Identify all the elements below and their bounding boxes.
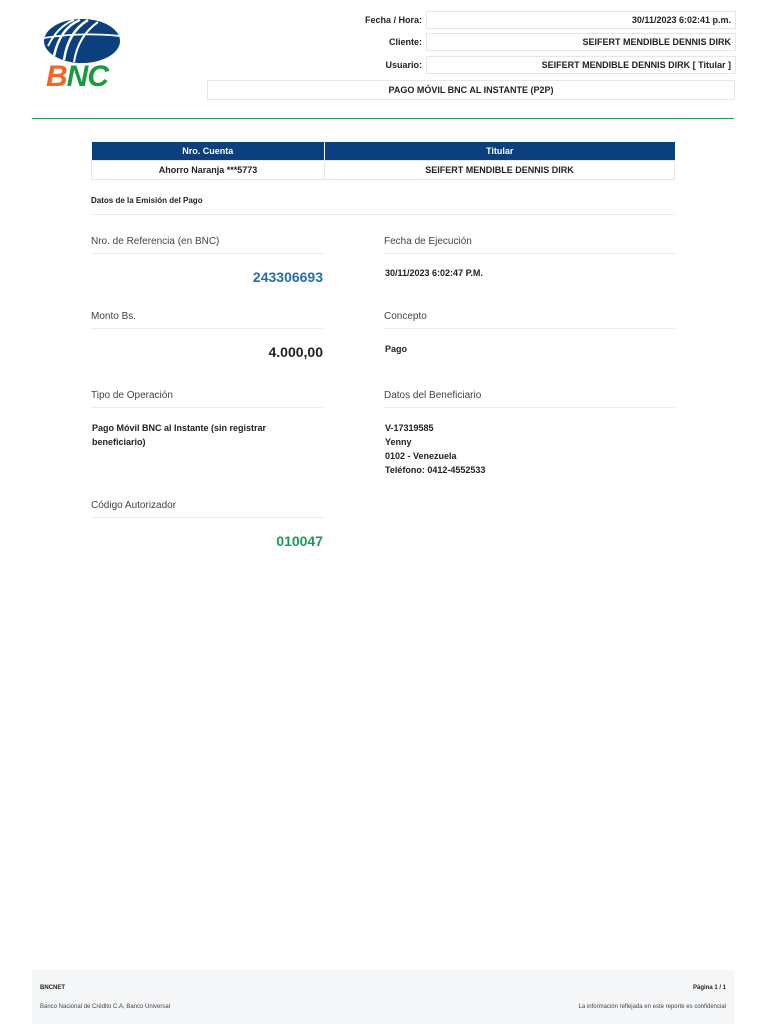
referencia-value: 243306693 <box>252 269 323 285</box>
header-divider <box>32 118 734 119</box>
globe-icon <box>40 16 124 64</box>
header-row-fecha <box>300 10 736 30</box>
account-number-cell: Ahorro Naranja ***5773 <box>92 161 325 180</box>
account-holder-cell: SEIFERT MENDIBLE DENNIS DIRK <box>325 161 675 180</box>
footer-bank-name: Banco Nacional de Crédito C.A, Banco Universal <box>40 1004 171 1010</box>
beneficiario-value <box>385 421 485 477</box>
header-row-usuario <box>300 55 736 75</box>
beneficiario-id: V-17319585 <box>385 423 434 433</box>
header-value: SEIFERT MENDIBLE DENNIS DIRK [ Titular ] <box>426 56 736 74</box>
header-value: 30/11/2023 6:02:41 p.m. <box>426 11 736 29</box>
tipo-label: Tipo de Operación <box>91 390 323 408</box>
section-title: Datos de la Emisión del Pago <box>91 196 675 215</box>
header-label: Fecha / Hora: <box>364 15 422 25</box>
beneficiario-phone: Teléfono: 0412-4552533 <box>385 465 486 475</box>
concepto-value: Pago <box>385 344 408 354</box>
monto-value: 4.000,00 <box>268 344 323 360</box>
monto-label: Monto Bs. <box>91 311 323 329</box>
bnc-logo <box>40 16 124 96</box>
tipo-value-line: beneficiario) <box>92 437 146 447</box>
header-label: Cliente: <box>388 37 422 47</box>
codigo-label: Código Autorizador <box>91 500 323 518</box>
logo-letter-b: B <box>46 60 67 93</box>
logo-wordmark <box>46 60 108 94</box>
account-table-header <box>92 142 675 161</box>
header-value: SEIFERT MENDIBLE DENNIS DIRK <box>426 33 736 51</box>
tipo-value <box>92 421 324 449</box>
tipo-value-line: Pago Móvil BNC al Instante (sin registrar <box>92 423 267 433</box>
referencia-label: Nro. de Referencia (en BNC) <box>91 236 323 254</box>
fecha-label: Fecha de Ejecución <box>384 236 675 254</box>
footer-confidential-note: La información reflejada en este reporte es confidencial <box>578 1004 726 1010</box>
logo-letters-nc: NC <box>66 60 109 93</box>
header-label: Usuario: <box>385 60 422 70</box>
concepto-label: Concepto <box>384 311 675 329</box>
column-header: Titular <box>325 142 675 161</box>
footer-page-number: Página 1 / 1 <box>692 985 726 991</box>
column-header: Nro. Cuenta <box>92 142 325 161</box>
codigo-value: 010047 <box>276 533 323 549</box>
beneficiario-name: Yenny <box>385 437 412 447</box>
beneficiario-label: Datos del Beneficiario <box>384 390 675 408</box>
footer-app-name: BNCNET <box>40 985 65 991</box>
page-footer <box>32 970 734 1024</box>
header-row-cliente <box>300 32 736 52</box>
table-row <box>92 161 675 180</box>
beneficiario-bank: 0102 - Venezuela <box>385 451 457 461</box>
account-table <box>91 142 675 180</box>
fecha-value: 30/11/2023 6:02:47 P.M. <box>385 268 483 278</box>
report-title: PAGO MÓVIL BNC AL INSTANTE (P2P) <box>207 80 735 100</box>
